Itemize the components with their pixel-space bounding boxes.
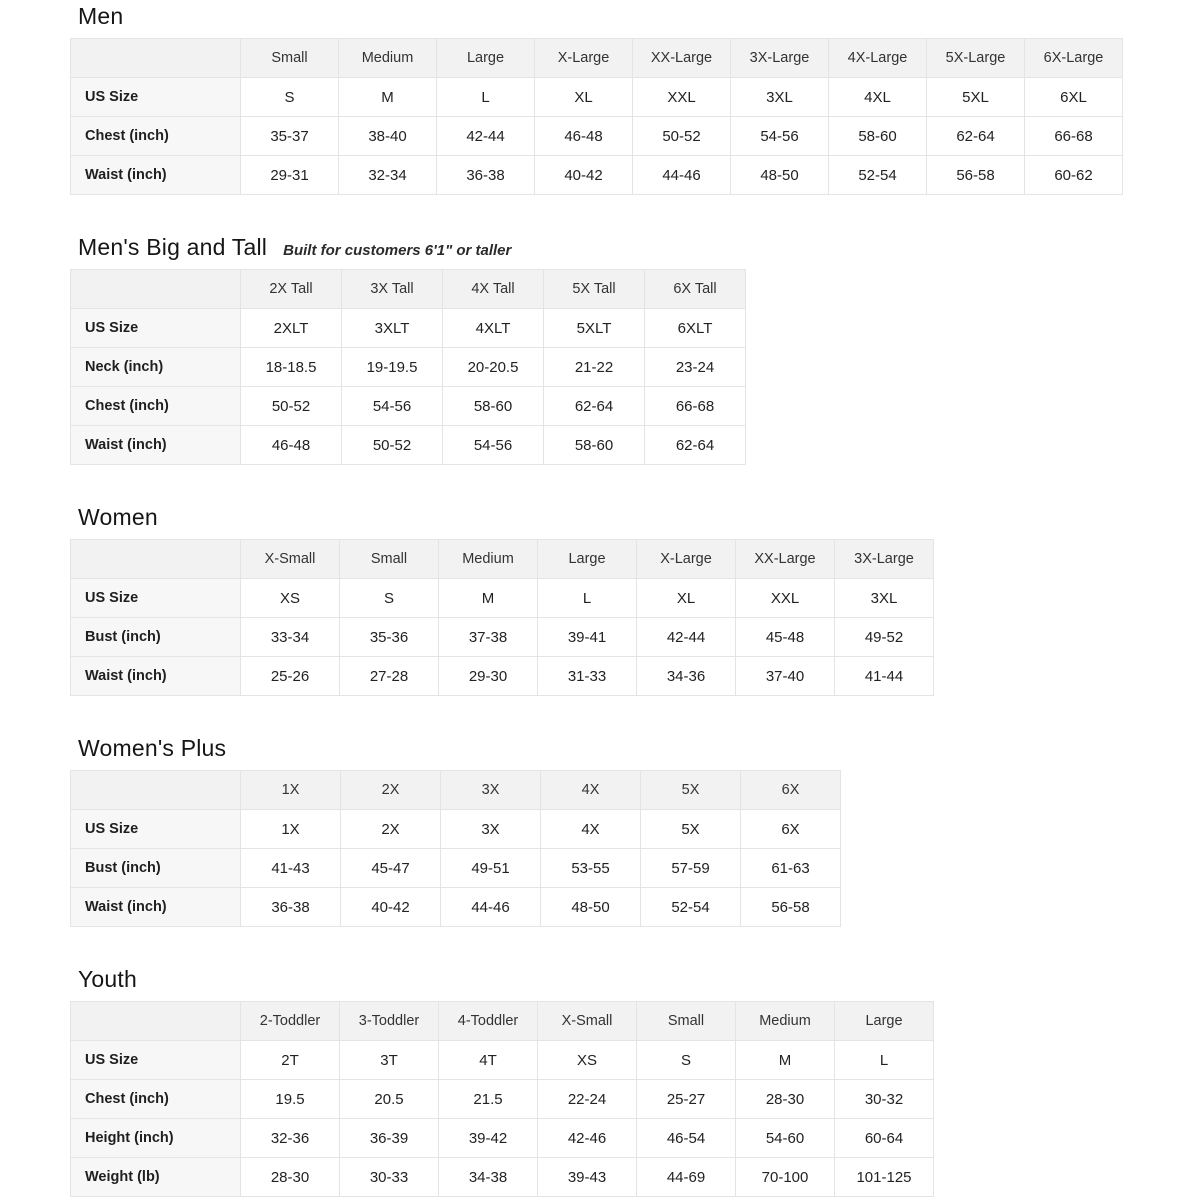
column-header: X-Large [535, 39, 633, 78]
size-value-cell: M [439, 579, 538, 618]
size-value-cell: 3XL [835, 579, 934, 618]
size-value-cell: 28-30 [736, 1080, 835, 1119]
size-value-cell: 30-32 [835, 1080, 934, 1119]
section-heading [78, 965, 1200, 994]
size-value-cell: 25-26 [241, 657, 340, 696]
size-value-cell: 54-56 [342, 387, 443, 426]
size-value-cell: 37-38 [439, 618, 538, 657]
size-value-cell: XXL [736, 579, 835, 618]
size-value-cell: 5XLT [544, 309, 645, 348]
column-header: 4-Toddler [439, 1002, 538, 1041]
size-section-womens-plus [70, 734, 1200, 927]
column-header: 4X Tall [443, 270, 544, 309]
size-value-cell: 36-39 [340, 1119, 439, 1158]
size-value-cell: 66-68 [645, 387, 746, 426]
size-value-cell: 62-64 [927, 117, 1025, 156]
column-header: Small [241, 39, 339, 78]
size-value-cell: 37-40 [736, 657, 835, 696]
size-value-cell: 3XLT [342, 309, 443, 348]
size-value-cell: S [340, 579, 439, 618]
size-value-cell: 5XL [927, 78, 1025, 117]
table-row [71, 117, 1123, 156]
size-value-cell: 56-58 [741, 888, 841, 927]
size-value-cell: 46-48 [535, 117, 633, 156]
size-value-cell: 48-50 [731, 156, 829, 195]
section-title-womens-plus: Women's Plus [78, 735, 227, 761]
row-label: Chest (inch) [71, 117, 241, 156]
table-row [71, 309, 746, 348]
size-table-mens-big-and-tall [70, 269, 746, 465]
size-value-cell: 41-44 [835, 657, 934, 696]
column-header: 2X Tall [241, 270, 342, 309]
section-title-women: Women [78, 504, 158, 530]
size-value-cell: 53-55 [541, 849, 641, 888]
size-value-cell: 20.5 [340, 1080, 439, 1119]
size-value-cell: 49-51 [441, 849, 541, 888]
table-row [71, 810, 841, 849]
column-header: Medium [736, 1002, 835, 1041]
size-value-cell: 28-30 [241, 1158, 340, 1197]
column-header: Small [340, 540, 439, 579]
column-header: Large [437, 39, 535, 78]
size-value-cell: 42-44 [437, 117, 535, 156]
row-label: US Size [71, 309, 241, 348]
size-value-cell: 44-69 [637, 1158, 736, 1197]
size-value-cell: 101-125 [835, 1158, 934, 1197]
column-header: 5X [641, 771, 741, 810]
column-header: 4X-Large [829, 39, 927, 78]
row-label: Waist (inch) [71, 657, 241, 696]
size-value-cell: S [241, 78, 339, 117]
size-value-cell: 4X [541, 810, 641, 849]
corner-cell [71, 270, 241, 309]
size-value-cell: 23-24 [645, 348, 746, 387]
size-table-women [70, 539, 934, 696]
column-header: Large [538, 540, 637, 579]
size-value-cell: 54-60 [736, 1119, 835, 1158]
size-section-men [70, 2, 1200, 195]
size-value-cell: 60-62 [1025, 156, 1123, 195]
size-value-cell: 30-33 [340, 1158, 439, 1197]
size-value-cell: 34-38 [439, 1158, 538, 1197]
size-value-cell: L [538, 579, 637, 618]
size-value-cell: 56-58 [927, 156, 1025, 195]
size-header-row [71, 771, 841, 810]
size-value-cell: 34-36 [637, 657, 736, 696]
size-value-cell: 61-63 [741, 849, 841, 888]
size-value-cell: XL [535, 78, 633, 117]
section-title-men: Men [78, 3, 124, 29]
size-value-cell: 70-100 [736, 1158, 835, 1197]
size-value-cell: 50-52 [241, 387, 342, 426]
size-value-cell: 21.5 [439, 1080, 538, 1119]
table-row [71, 1158, 934, 1197]
row-label: Chest (inch) [71, 1080, 241, 1119]
size-value-cell: 62-64 [544, 387, 645, 426]
size-value-cell: 5X [641, 810, 741, 849]
size-value-cell: S [637, 1041, 736, 1080]
size-value-cell: 36-38 [437, 156, 535, 195]
column-header: Small [637, 1002, 736, 1041]
column-header: XX-Large [633, 39, 731, 78]
size-value-cell: 4XLT [443, 309, 544, 348]
table-row [71, 618, 934, 657]
size-value-cell: 2T [241, 1041, 340, 1080]
size-value-cell: 54-56 [443, 426, 544, 465]
column-header: 3X [441, 771, 541, 810]
size-section-women [70, 503, 1200, 696]
table-row [71, 849, 841, 888]
column-header: 3X-Large [731, 39, 829, 78]
table-row [71, 657, 934, 696]
table-row [71, 1041, 934, 1080]
row-label: Neck (inch) [71, 348, 241, 387]
row-label: Chest (inch) [71, 387, 241, 426]
table-row [71, 426, 746, 465]
size-value-cell: 62-64 [645, 426, 746, 465]
size-value-cell: 4T [439, 1041, 538, 1080]
row-label: Waist (inch) [71, 426, 241, 465]
size-value-cell: 6X [741, 810, 841, 849]
column-header: XX-Large [736, 540, 835, 579]
size-chart-sections [70, 2, 1200, 1197]
table-row [71, 156, 1123, 195]
size-value-cell: XXL [633, 78, 731, 117]
column-header: 2-Toddler [241, 1002, 340, 1041]
size-value-cell: 18-18.5 [241, 348, 342, 387]
table-row [71, 579, 934, 618]
size-value-cell: 27-28 [340, 657, 439, 696]
size-value-cell: M [736, 1041, 835, 1080]
column-header: 6X Tall [645, 270, 746, 309]
size-value-cell: 2XLT [241, 309, 342, 348]
table-row [71, 1080, 934, 1119]
table-row [71, 888, 841, 927]
size-value-cell: 25-27 [637, 1080, 736, 1119]
size-value-cell: 48-50 [541, 888, 641, 927]
size-value-cell: 4XL [829, 78, 927, 117]
column-header: 6X-Large [1025, 39, 1123, 78]
corner-cell [71, 771, 241, 810]
row-label: Waist (inch) [71, 156, 241, 195]
row-label: US Size [71, 1041, 241, 1080]
column-header: 5X-Large [927, 39, 1025, 78]
size-value-cell: 33-34 [241, 618, 340, 657]
size-value-cell: 31-33 [538, 657, 637, 696]
size-value-cell: 19-19.5 [342, 348, 443, 387]
size-value-cell: 38-40 [339, 117, 437, 156]
size-table-men [70, 38, 1123, 195]
column-header: 3X Tall [342, 270, 443, 309]
size-header-row [71, 540, 934, 579]
table-row [71, 348, 746, 387]
size-value-cell: 1X [241, 810, 341, 849]
row-label: Bust (inch) [71, 849, 241, 888]
size-value-cell: L [835, 1041, 934, 1080]
size-value-cell: 35-37 [241, 117, 339, 156]
size-value-cell: 49-52 [835, 618, 934, 657]
size-value-cell: 44-46 [441, 888, 541, 927]
row-label: US Size [71, 78, 241, 117]
section-title-mens-big-and-tall: Men's Big and Tall [78, 234, 268, 260]
size-value-cell: 36-38 [241, 888, 341, 927]
section-heading [78, 233, 1200, 262]
size-value-cell: 32-34 [339, 156, 437, 195]
size-header-row [71, 39, 1123, 78]
size-value-cell: 42-46 [538, 1119, 637, 1158]
size-value-cell: 32-36 [241, 1119, 340, 1158]
row-label: Waist (inch) [71, 888, 241, 927]
size-value-cell: 60-64 [835, 1119, 934, 1158]
table-row [71, 1119, 934, 1158]
column-header: Medium [339, 39, 437, 78]
size-header-row [71, 270, 746, 309]
size-value-cell: M [339, 78, 437, 117]
row-label: Weight (lb) [71, 1158, 241, 1197]
size-value-cell: 3XL [731, 78, 829, 117]
row-label: Height (inch) [71, 1119, 241, 1158]
column-header: Medium [439, 540, 538, 579]
size-value-cell: XS [538, 1041, 637, 1080]
size-value-cell: 21-22 [544, 348, 645, 387]
size-value-cell: 39-43 [538, 1158, 637, 1197]
size-value-cell: 52-54 [829, 156, 927, 195]
column-header: 6X [741, 771, 841, 810]
section-title-youth: Youth [78, 966, 137, 992]
column-header: X-Small [538, 1002, 637, 1041]
size-value-cell: 39-41 [538, 618, 637, 657]
corner-cell [71, 540, 241, 579]
column-header: X-Small [241, 540, 340, 579]
size-value-cell: 2X [341, 810, 441, 849]
corner-cell [71, 39, 241, 78]
row-label: US Size [71, 579, 241, 618]
size-value-cell: 42-44 [637, 618, 736, 657]
row-label: Bust (inch) [71, 618, 241, 657]
corner-cell [71, 1002, 241, 1041]
column-header: Large [835, 1002, 934, 1041]
table-row [71, 387, 746, 426]
column-header: 3-Toddler [340, 1002, 439, 1041]
size-value-cell: 58-60 [443, 387, 544, 426]
size-value-cell: L [437, 78, 535, 117]
column-header: 4X [541, 771, 641, 810]
size-value-cell: 35-36 [340, 618, 439, 657]
size-value-cell: 19.5 [241, 1080, 340, 1119]
size-value-cell: 46-48 [241, 426, 342, 465]
section-heading [78, 2, 1200, 31]
size-value-cell: 45-48 [736, 618, 835, 657]
size-value-cell: 39-42 [439, 1119, 538, 1158]
size-value-cell: 29-31 [241, 156, 339, 195]
size-section-mens-big-and-tall [70, 233, 1200, 465]
size-value-cell: 3T [340, 1041, 439, 1080]
size-value-cell: 44-46 [633, 156, 731, 195]
size-value-cell: 45-47 [341, 849, 441, 888]
size-value-cell: 40-42 [535, 156, 633, 195]
size-value-cell: XS [241, 579, 340, 618]
section-heading [78, 734, 1200, 763]
column-header: X-Large [637, 540, 736, 579]
size-value-cell: 3X [441, 810, 541, 849]
column-header: 1X [241, 771, 341, 810]
size-value-cell: 46-54 [637, 1119, 736, 1158]
row-label: US Size [71, 810, 241, 849]
size-value-cell: 6XL [1025, 78, 1123, 117]
size-value-cell: XL [637, 579, 736, 618]
size-header-row [71, 1002, 934, 1041]
column-header: 2X [341, 771, 441, 810]
size-table-womens-plus [70, 770, 841, 927]
section-heading [78, 503, 1200, 532]
size-section-youth [70, 965, 1200, 1197]
size-value-cell: 20-20.5 [443, 348, 544, 387]
size-value-cell: 6XLT [645, 309, 746, 348]
size-value-cell: 41-43 [241, 849, 341, 888]
table-row [71, 78, 1123, 117]
size-value-cell: 50-52 [633, 117, 731, 156]
size-value-cell: 40-42 [341, 888, 441, 927]
section-subtitle: Built for customers 6'1" or taller [283, 242, 512, 259]
column-header: 5X Tall [544, 270, 645, 309]
size-value-cell: 57-59 [641, 849, 741, 888]
size-value-cell: 22-24 [538, 1080, 637, 1119]
size-value-cell: 58-60 [544, 426, 645, 465]
size-value-cell: 50-52 [342, 426, 443, 465]
column-header: 3X-Large [835, 540, 934, 579]
size-value-cell: 52-54 [641, 888, 741, 927]
size-value-cell: 54-56 [731, 117, 829, 156]
size-value-cell: 66-68 [1025, 117, 1123, 156]
size-value-cell: 29-30 [439, 657, 538, 696]
size-table-youth [70, 1001, 934, 1197]
size-value-cell: 58-60 [829, 117, 927, 156]
